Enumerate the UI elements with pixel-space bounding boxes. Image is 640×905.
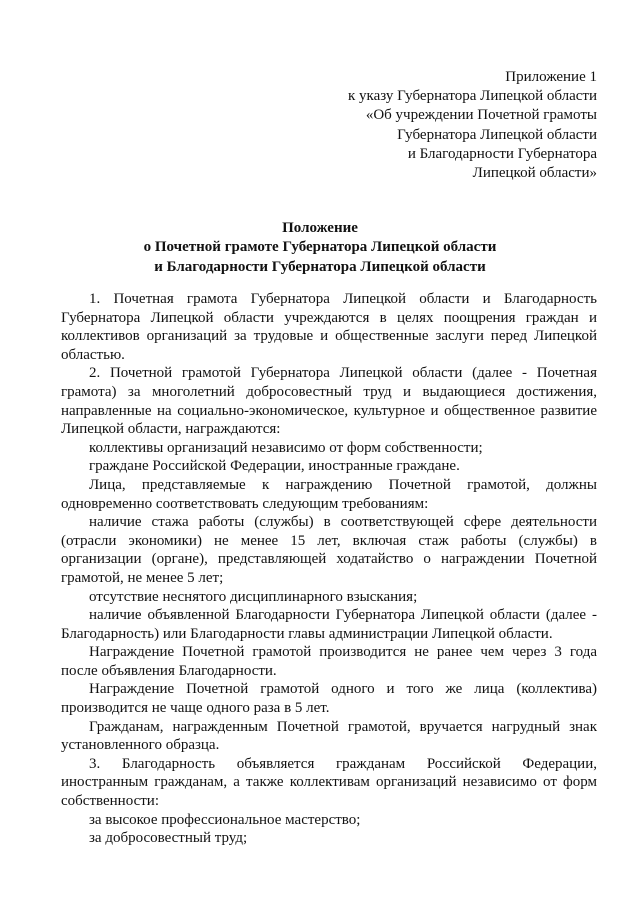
appendix-line: Липецкой области» — [472, 165, 597, 182]
appendix-line: и Благодарности Губернатора — [407, 145, 597, 162]
paragraph: коллективы организаций независимо от форм собственности; — [89, 439, 483, 456]
paragraph: Награждение Почетной грамотой одного и того же лица (коллектива) производится не чаще одного раза в 5 лет. — [61, 681, 597, 717]
paragraph: за высокое профессиональное мастерство; — [89, 811, 361, 828]
paragraph: Лица, представляемые к награждению Почетной грамотой, должны одновременно соответствовать следующим требованиям: — [61, 476, 597, 512]
appendix-header — [348, 68, 597, 183]
paragraph: граждане Российской Федерации, иностранные граждане. — [89, 458, 460, 475]
title-line: и Благодарности Губернатора Липецкой области — [154, 258, 486, 275]
appendix-line: Губернатора Липецкой области — [397, 126, 597, 143]
title-line: Положение — [282, 220, 358, 236]
paragraph: наличие объявленной Благодарности Губернатора Липецкой области (далее - Благодарность) или Благодарности главы администрации Липецкой области. — [61, 607, 597, 642]
paragraph: наличие стажа работы (службы) в соответствующей сфере деятельности (отрасли экономики) не менее 15 лет, включая стаж работы (службы) в организации (органе), представляющей ходатайство о награждении Почетной грамотой, не менее 5 лет; — [61, 514, 597, 586]
appendix-line: Приложение 1 — [505, 69, 597, 85]
paragraph: 3. Благодарность объявляется гражданам Российской Федерации, иностранным гражданам, а также коллективам организаций независимо от форм собственности: — [61, 755, 597, 810]
document-title — [0, 219, 640, 277]
paragraph: 1. Почетная грамота Губернатора Липецкой области и Благодарность Губернатора Липецкой области учреждаются в целях поощрения граждан и коллективов организаций за трудовые и общественные заслуги перед Липецкой областью. — [61, 291, 597, 363]
paragraph: 2. Почетной грамотой Губернатора Липецкой области (далее - Почетная грамота) за многолетний добросовестный труд и выдающиеся достижения, направленные на социально-экономическое, культурное и общественное развитие Липецкой области, награждаются: — [61, 365, 597, 438]
paragraph: за добросовестный труд; — [89, 830, 248, 847]
paragraph: Гражданам, награжденным Почетной грамотой, вручается нагрудный знак установленного образца. — [61, 718, 597, 754]
paragraph: отсутствие неснятого дисциплинарного взыскания; — [89, 588, 418, 605]
title-line: о Почетной грамоте Губернатора Липецкой области — [143, 239, 497, 256]
appendix-line: к указу Губернатора Липецкой области — [347, 88, 597, 105]
paragraph: Награждение Почетной грамотой производится не ранее чем через 3 года после объявления Благодарности. — [61, 644, 597, 679]
document-body — [61, 290, 597, 848]
appendix-line: «Об учреждении Почетной грамоты — [365, 107, 597, 124]
